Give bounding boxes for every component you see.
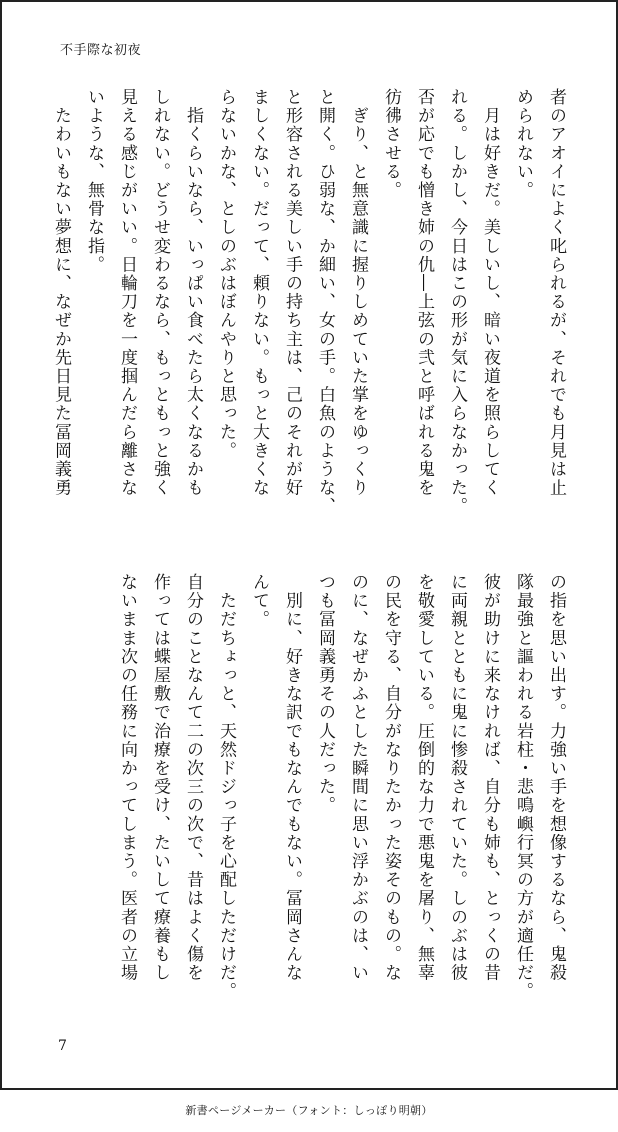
text-line: の民を守る、自分がなりたかった姿そのもの。な [381,573,401,983]
text-line: のに、なぜかふとした瞬間に思い浮かぶのは、い [348,573,368,983]
text-line: 指くらいなら、いっぱい食べたら太くなるかも [183,88,203,498]
footer-credit: 新書ページメーカー（フォント：しっぽり明朝） [185,1104,433,1117]
text-line: れる。しかし、今日はこの形が気に入らなかった。 [447,88,467,516]
text-line: の指を思い出す。力強い手を想像するなら、鬼殺 [546,573,566,983]
text-line: ぎり、と無意識に握りしめていた掌をゆっくり [348,88,368,498]
text-line: 別に、好きな訳でもなんでもない。冨岡さんな [282,573,302,983]
text-line: 者のアオイによく叱られるが、それでも月見は止 [546,88,566,498]
page-title: 不手際な初夜 [60,43,142,58]
text-line: と形容される美しい手の持ち主は、己のそれが好 [282,88,302,498]
text-line: 彼が助けに来なければ、自分も姉も、とっくの昔 [480,573,500,983]
text-line: ましくない。だって、頼りない。もっと大きくな [249,88,269,498]
text-line: しれない。どうせ変わるなら、もっともっと強く [150,88,170,498]
text-line: たわいもない夢想に、なぜか先日見た冨岡義勇 [51,88,71,498]
text-line: 隊最強と謳われる岩柱・悲鳴嶼行冥の方が適任だ。 [513,573,533,1001]
text-line: つも冨岡義勇その人だった。 [315,573,335,815]
text-line: 見える感じがいい。日輪刀を一度掴んだら離さな [117,88,137,498]
page-number: 7 [58,1038,67,1054]
text-block-bottom [110,573,572,1013]
text-line: 彷彿させる。 [381,88,401,200]
text-line: ただちょっと、天然ドジっ子を心配しただけだ。 [216,573,236,1001]
text-line: 自分のことなんて二の次三の次で、昔はよく傷を [183,573,203,983]
text-line: と開く。ひ弱な、か細い、女の手。白魚のような、 [315,88,335,516]
text-line: いような、無骨な指。 [84,88,104,274]
text-line: ないまま次の任務に向かってしまう。医者の立場 [117,573,137,983]
text-line: んて。 [249,573,269,629]
text-line: 作っては蝶屋敷で治療を受け、たいして療養もし [150,573,170,983]
text-line: 月は好きだ。美しいし、暗い夜道を照らしてく [480,88,500,498]
text-block-top [44,88,572,528]
text-line: められない。 [513,88,533,200]
text-line: を敬愛している。圧倒的な力で悪鬼を屠り、無辜 [414,573,434,983]
text-line: に両親とともに鬼に惨殺されていた。しのぶは彼 [447,573,467,983]
text-line: らないかな、としのぶはぼんやりと思った。 [216,88,236,460]
text-line: 否が応でも憎き姉の仇―上弦の弐と呼ばれる鬼を [414,88,434,498]
